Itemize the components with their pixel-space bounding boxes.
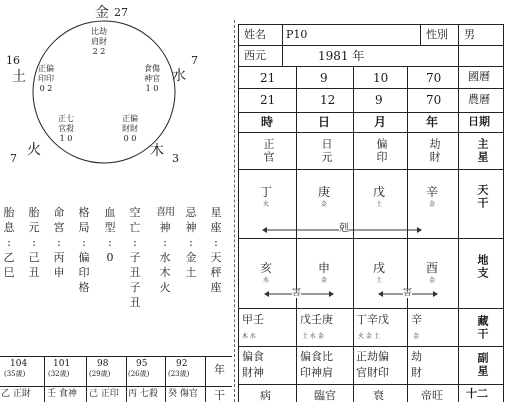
branch-label: 地支 (476, 254, 489, 280)
info-col-blood-type: 血 型 : 0 (104, 206, 116, 264)
inner-text: 官殺 (58, 124, 74, 133)
hidden-label: 藏干 (476, 315, 489, 341)
inner-text: 正偏 (38, 64, 54, 73)
inner-group-top (91, 27, 107, 57)
info-col-fetal-breath: 胎 息 : 乙 巳 (3, 206, 15, 279)
main-star-month: 偏印 (375, 138, 388, 164)
luck-side-label: 年 (214, 363, 225, 376)
luck-stem: 癸 傷官 (168, 389, 198, 399)
branch-month-element: 土 (376, 277, 383, 284)
inner-counts: 1 0 (145, 84, 159, 93)
info-col-favorable: 喜用 神 : 水 木 火 (156, 207, 174, 294)
inner-counts: 0 2 (39, 84, 53, 93)
main-star-hour: 正官 (262, 138, 275, 164)
branch-month: 戌 (373, 261, 386, 275)
element-metal-count: 27 (114, 6, 128, 19)
stage-day: 臨官 (314, 389, 336, 402)
header-hour: 時 (261, 115, 274, 129)
element-wood-label: 木 (150, 143, 164, 159)
stage-month: 衰 (373, 389, 384, 402)
name-value: P10 (286, 28, 308, 41)
luck-stem: 丙 七殺 (128, 389, 158, 399)
hidden-year: 辛 (411, 313, 422, 326)
stem-day: 庚 (318, 185, 331, 199)
stem-month: 戊 (373, 185, 386, 199)
sub-star-day-1: 偏食比 (300, 350, 333, 363)
luck-year: (32歲) (48, 370, 70, 378)
inner-group-bottom-left (58, 114, 74, 144)
luck-stem-label: 干 (214, 389, 225, 402)
info-col-life-palace: 命 宮 : 丙 申 (53, 206, 65, 279)
inner-group-bottom-right (122, 114, 138, 144)
main-star-year: 劫財 (428, 138, 441, 164)
sub-star-month-2: 官財印 (356, 366, 389, 379)
sub-star-label: 副星 (476, 352, 489, 378)
inner-text: 食傷 (144, 64, 160, 73)
gender-label: 性別 (426, 28, 448, 41)
element-wood-count: 3 (172, 152, 179, 165)
stem-hour: 丁 (260, 185, 273, 199)
luck-stem: 己 正印 (89, 389, 119, 399)
inner-text: 比劫 (91, 27, 107, 36)
hidden-day-element: 土 水 金 (302, 333, 324, 340)
element-circle (0, 0, 240, 190)
lunar-month: 9 (375, 93, 383, 107)
bazi-chart-table (238, 24, 504, 402)
hidden-day: 戊壬庚 (300, 313, 333, 326)
lunar-hour: 21 (260, 93, 276, 107)
inner-counts: 2 2 (92, 47, 106, 56)
column-divider (234, 20, 235, 402)
element-metal-label: 金 (95, 5, 109, 21)
stage-year: 帝旺 (421, 389, 443, 402)
element-earth-label: 土 (12, 69, 26, 85)
element-fire-label: 火 (27, 142, 41, 158)
sub-star-day-2: 印神肩 (300, 366, 333, 379)
luck-year: (35歲) (4, 370, 26, 378)
branch-relation-label-1: 害 (292, 288, 302, 298)
stage-hour: 病 (260, 389, 271, 402)
sub-star-year-2: 財 (411, 366, 422, 379)
branch-relation-label-2: 害 (403, 288, 413, 298)
sub-star-year-1: 劫 (411, 350, 422, 363)
stem-month-element: 土 (376, 201, 383, 208)
inner-text: 財財 (122, 124, 138, 133)
sub-star-month-1: 正劫偏 (356, 350, 389, 363)
hidden-month: 丁辛戊 (356, 313, 389, 326)
branch-hour-element: 水 (263, 277, 270, 284)
info-col-pattern: 格 局 : 偏 印 格 (78, 206, 90, 294)
branch-day: 申 (318, 261, 331, 275)
luck-age: 92 (176, 359, 188, 369)
stem-hour-element: 火 (263, 201, 270, 208)
element-earth-count: 16 (6, 54, 20, 67)
stem-relation-label: 剋 (339, 223, 349, 234)
hidden-hour-element: 木 水 (242, 333, 256, 340)
branch-year: 酉 (426, 261, 439, 275)
inner-group-right (144, 64, 160, 94)
branch-day-element: 金 (321, 277, 328, 284)
stem-day-element: 金 (321, 201, 328, 208)
stem-year: 辛 (426, 185, 439, 199)
inner-text: 肩財 (91, 37, 107, 46)
info-col-void: 空 亡 : 子 丑 子 丑 (129, 206, 141, 309)
element-water-label: 水 (172, 68, 186, 84)
stage-label: 十二 (466, 387, 488, 400)
luck-year: (23歲) (168, 370, 190, 378)
inner-text: 正偏 (122, 114, 138, 123)
inner-text: 神官 (144, 74, 160, 83)
name-label: 姓名 (244, 28, 266, 41)
info-col-fetal-origin: 胎 元 : 己 丑 (28, 206, 40, 279)
main-star-label: 主星 (476, 138, 489, 164)
luck-age: 98 (97, 359, 109, 369)
info-col-taboo: 忌 神 : 金 土 (185, 206, 197, 279)
sub-star-hour-2: 財神 (242, 366, 264, 379)
main-star-day: 日元 (320, 138, 333, 164)
lunar-year: 70 (426, 93, 442, 107)
gender-value: 男 (464, 28, 475, 41)
luck-stem: 乙 正財 (1, 389, 31, 399)
inner-counts: 0 0 (123, 134, 137, 143)
element-water-count: 7 (191, 54, 198, 67)
stem-label: 天干 (476, 184, 489, 210)
lunar-day: 12 (320, 93, 336, 107)
hidden-month-element: 火 金 土 (358, 333, 380, 340)
solar-label: 國曆 (468, 70, 490, 83)
era-label: 西元 (244, 49, 266, 62)
element-fire-count: 7 (10, 152, 17, 165)
hidden-hour: 甲壬 (242, 313, 264, 326)
luck-year: (29歲) (89, 370, 111, 378)
luck-pillar-table (0, 356, 232, 402)
inner-group-left (38, 64, 54, 94)
header-day: 日 (318, 115, 331, 129)
luck-age: 95 (136, 359, 148, 369)
branch-year-element: 金 (429, 277, 436, 284)
era-value: 1981 年 (318, 49, 365, 63)
luck-stem: 壬 食神 (47, 389, 77, 399)
inner-counts: 1 0 (59, 134, 73, 143)
stem-year-element: 金 (429, 201, 436, 208)
branch-hour: 亥 (260, 261, 273, 275)
hidden-year-element: 金 (413, 333, 420, 340)
info-col-zodiac: 星 座 : 天 秤 座 (210, 206, 222, 294)
luck-year: (26歲) (128, 370, 150, 378)
header-date: 日期 (468, 115, 490, 128)
solar-year: 70 (426, 71, 442, 85)
luck-age: 104 (10, 359, 28, 369)
inner-text: 印印 (38, 74, 54, 83)
solar-hour: 21 (260, 71, 276, 85)
solar-day: 9 (320, 71, 328, 85)
inner-text: 正七 (58, 114, 74, 123)
luck-age: 101 (53, 359, 71, 369)
header-month: 月 (374, 115, 387, 129)
sub-star-hour-1: 偏食 (242, 350, 264, 363)
header-year: 年 (426, 115, 439, 129)
lunar-label: 農曆 (468, 93, 490, 106)
solar-month: 10 (373, 71, 389, 85)
